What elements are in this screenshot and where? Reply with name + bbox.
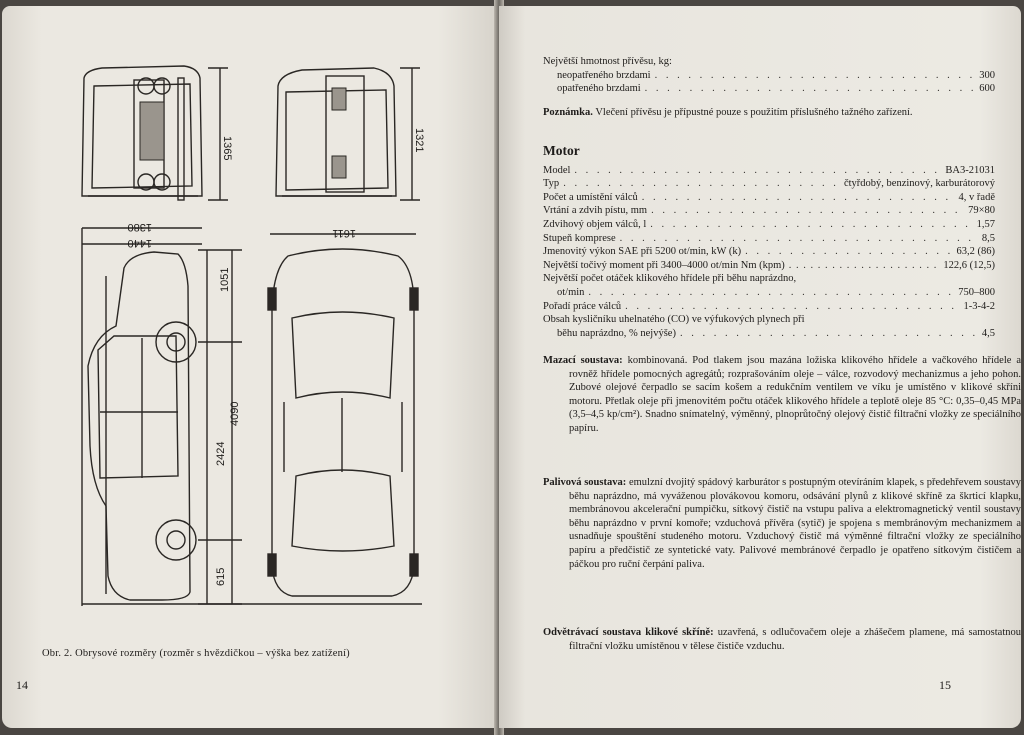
rear-view-drawing xyxy=(276,68,396,196)
spec-row-co-value: běhu naprázdno, % nejvýše) . . . 4,5 xyxy=(543,327,995,341)
spec-row: Stupeň komprese . . . 8,5 xyxy=(543,232,995,246)
figure-caption: Obr. 2. Obrysové rozměry (rozměr s hvězdičkou – výška bez zatížení) xyxy=(42,648,350,659)
motor-heading: Motor xyxy=(543,143,580,158)
lubrication-text: kombinovaná. Pod tlakem jsou mazána ložiska klikového hřídele a vačkového hřídele a rovněž hřídele pomocných agregátů; rozprašováním oleje – válce, rozvodový mechanizmus a jeho pohon. Zubové olejové čerpadlo se sacím košem a redukčním ventilem ve víku je umístěno v klikové skříni motoru. Přetlak oleje při jmenovitém počtu otáček klikového hřídele a teplotě oleje 85 °C: 0,35–0,45 MPa (3,5–4,5 kp/cm²). Snadno snímatelný, výměnný, plnoprůtočný olejový čistič filtrační vložky ze speciálního papíru. xyxy=(569,355,1021,434)
side-view-drawing xyxy=(88,252,196,600)
spec-row: Počet a umístění válců . . . 4, v řadě xyxy=(543,191,995,205)
spec-row-firing-order: Pořadí práce válců . . . 1-3-4-2 xyxy=(543,300,995,314)
spec-row: Jmenovitý výkon SAE při 5200 ot/min, kW (k) . . . 63,2 (86) xyxy=(543,245,995,259)
note-text: Vlečení přívěsu je přípustné pouze s použitím příslušného tažného zařízení. xyxy=(595,107,913,118)
spec-row: Největší točivý moment při 3400–4000 ot/min Nm (kpm) . . . 122,6 (12,5) xyxy=(543,259,995,273)
car-dimension-drawing xyxy=(2,6,498,728)
top-view-drawing xyxy=(268,249,418,596)
page-number-right: 15 xyxy=(939,678,951,692)
spec-row-max-rpm-value: ot/min . . . 750–800 xyxy=(543,286,995,300)
left-page xyxy=(2,6,498,728)
fuel-label: Palivová soustava: xyxy=(543,477,627,488)
lubrication-paragraph xyxy=(543,354,1021,436)
dim-track-bottom: 1440 xyxy=(127,237,152,249)
spec-row-max-rpm: Největší počet otáček klikového hřídele při běhu naprázdno, xyxy=(543,273,797,285)
trailer-section xyxy=(543,55,995,96)
dim-front-overhang: 1051 xyxy=(219,267,231,292)
dim-rear-height: 1321 xyxy=(413,128,425,153)
spec-row: Zdvihový objem válců, l . . . 1,57 xyxy=(543,218,995,232)
dim-total-length: 4090 xyxy=(229,401,241,426)
lubrication-label: Mazací soustava: xyxy=(543,355,623,366)
motor-section xyxy=(543,144,995,340)
note-label: Poznámka. xyxy=(543,107,593,118)
trailer-row-unbraked: neopatřeného brzdami . . . 300 xyxy=(543,69,995,83)
dim-wheelbase: 2424 xyxy=(215,441,227,466)
dim-front-height: 1365 xyxy=(221,136,233,161)
dim-track-top: 1380 xyxy=(127,221,152,233)
ventilation-paragraph xyxy=(543,626,1021,653)
spec-row: Typ . . . čtyřdobý, benzinový, karburátorový xyxy=(543,177,995,191)
trailer-heading: Největší hmotnost přívěsu, kg: xyxy=(543,56,672,67)
dim-rear-overhang: 615 xyxy=(215,567,227,586)
fuel-paragraph xyxy=(543,476,1021,571)
fuel-text: emulzní dvojitý spádový karburátor s postupným otevíráním klapek, s předehřevem soustavy běhu naprázdno, má vyváženou plovákovou komoru, odsávání plynů z klikové skříně za škrticí klapku, membránovou akcelerační pumpičku, sítkový čistič na vstupu paliva a elektromagnetický ventil soustavy běhu naprázdno v první komoře; vzduchová přívěra (sytič) je spojena s membránovým mechanizmem a usnadňuje spouštění studeného motoru. Vzduchový čistič má výměnné filtrační vložky ze speciálního papíru a předčistič ze syntetické vaty. Palivové membránové čerpadlo je opatřeno sítkovým čističem a páčkou pro ruční čerpání paliva. xyxy=(569,477,1021,570)
ventilation-text: uzavřená, s odlučovačem oleje a zhášečem plamene, má samostatnou filtrační vložku umístěnou v tělese čističe vzduchu. xyxy=(569,627,1021,652)
spec-row-co: Obsah kysličníku uhelnatého (CO) ve výfukových plynech při xyxy=(543,314,805,326)
trailer-row-braked: opatřeného brzdami . . . 600 xyxy=(543,82,995,96)
ventilation-label: Odvětrávací soustava klikové skříně: xyxy=(543,627,714,638)
front-view-drawing xyxy=(82,66,202,200)
spec-list xyxy=(543,164,995,341)
note-paragraph xyxy=(543,106,995,120)
right-page xyxy=(499,6,1021,728)
spec-row: Vrtání a zdvih pístu, mm . . . 79×80 xyxy=(543,204,995,218)
dim-body-width: 1611 xyxy=(332,227,356,239)
page-number-left: 14 xyxy=(16,678,28,692)
spec-row: Model . . . BA3-21031 xyxy=(543,164,995,178)
